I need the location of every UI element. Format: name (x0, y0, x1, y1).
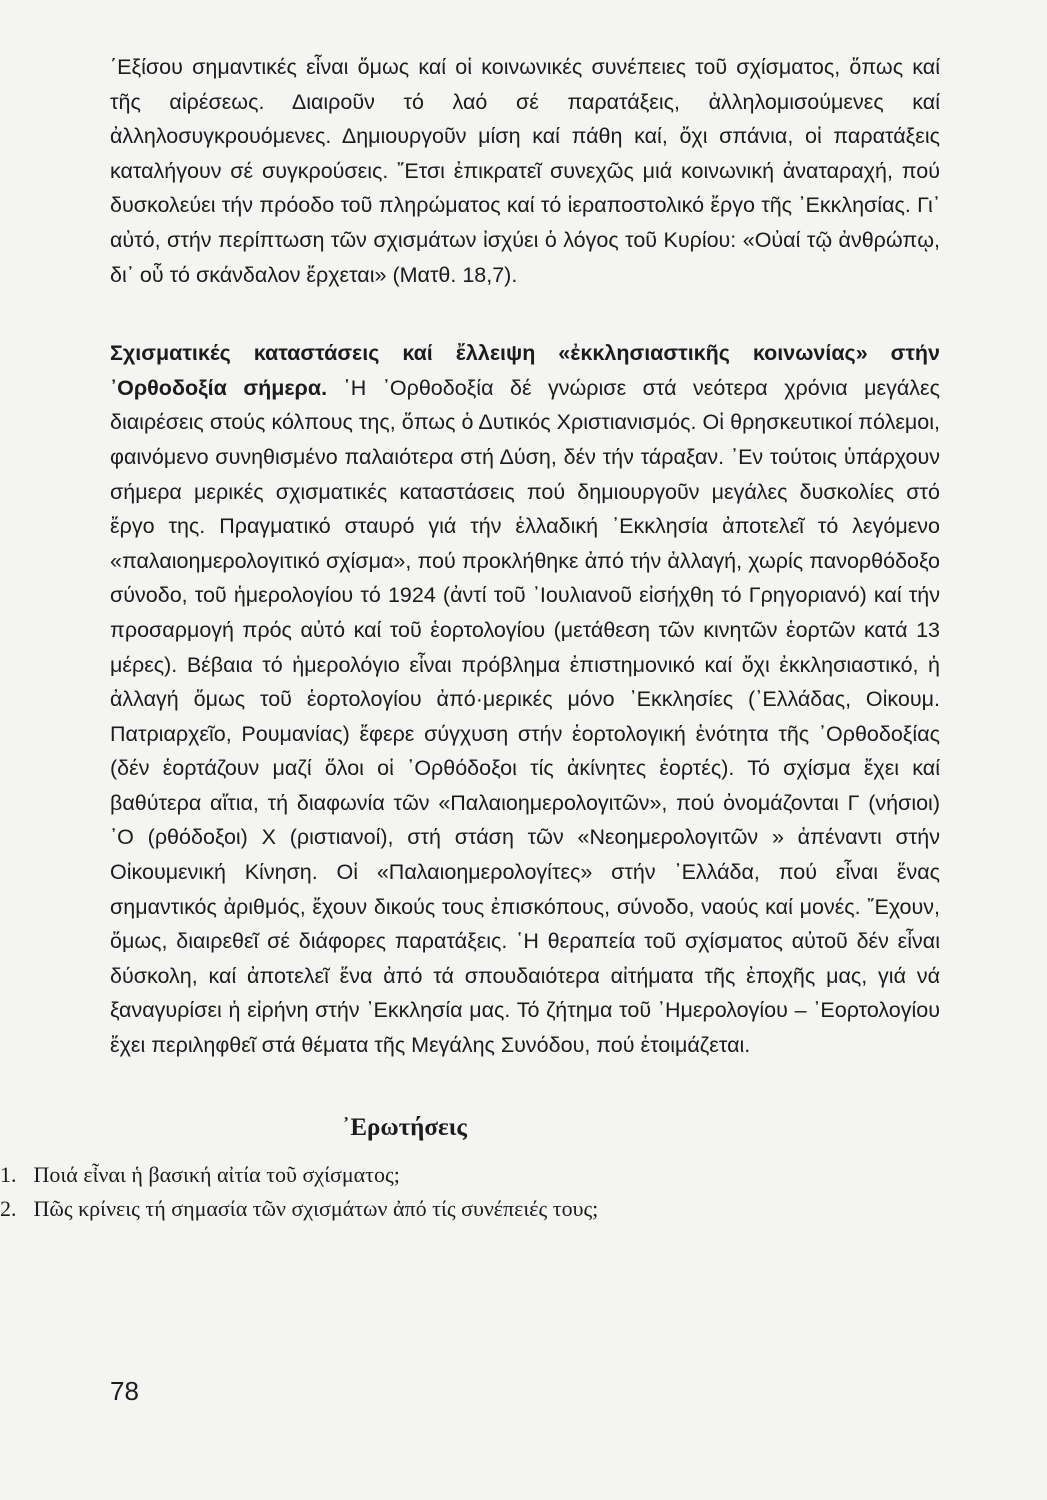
question-item (0, 1158, 598, 1192)
paragraph-text: ῾Η ᾿Ορθοδοξία δέ γνώρισε στά νεότερα χρόνια μεγάλες διαιρέσεις στούς κόλπους της, ὅπως ὁ Δυτικός Χριστιανισμός. Οἱ θρησκευτικοί πόλεμοι, φαινόμενο συνηθισμένο παλαιότερα στή Δύση, δέν τήν τάραξαν. ᾿Εν τούτοις ὑπάρχουν σήμερα μερικές σχισματικές καταστάσεις πού δημιουργοῦν μεγάλες δυσκολίες στό ἔργο της. Πραγματικό σταυρό γιά τήν ἑλλαδική ᾿Εκκλησία ἀποτελεῖ τό λεγόμενο «παλαιοημερολογιτικό σχίσμα», πού προκλήθηκε ἀπό τήν ἀλλαγή, χωρίς πανορθόδοξο σύνοδο, τοῦ ἡμερολογίου τό 1924 (ἀντί τοῦ ᾿Ιουλιανοῦ εἰσήχθη τό Γρηγοριανό) καί τήν προσαρμογή πρός αὐτό καί τοῦ ἑορτολογίου (μετάθεση τῶν κινητῶν ἑορτῶν κατά 13 μέρες). Βέβαια τό ἡμερολόγιο εἶναι πρόβλημα ἐπιστημονικό καί ὄχι ἐκκλησιαστικό, ἡ ἀλλαγή ὅμως τοῦ ἑορτολογίου ἀπό·μερικές μόνο ᾿Εκκλησίες (᾿Ελλάδας, Οἰκουμ. Πατριαρχεῖο, Ρουμανίας) ἔφερε σύγχυση στήν ἑορτολογική ἑνότητα τῆς ᾿Ορθοδοξίας (δέν ἑορτάζουν μαζί ὅλοι οἱ ᾿Ορθόδοξοι τίς ἀκίνητες ἑορτές). Τό σχίσμα ἔχει καί βαθύτερα αἴτια, τή διαφωνία τῶν «Παλαιοημερολογιτῶν», πού ὀνομάζονται Γ (νήσιοι) ᾿Ο (ρθόδοξοι) Χ (ριστιανοί), στή στάση τῶν «Νεοημερολογιτῶν » ἀπέναντι στήν Οἰκουμενική Κίνηση. Οἱ «Παλαιοημερολογίτες» στήν ᾿Ελλάδα, πού εἶναι ἕνας σημαντικός ἀριθμός, ἔχουν δικούς τους ἐπισκόπους, σύνοδο, ναούς καί μονές. ῎Εχουν, ὅμως, διαιρεθεῖ σέ διάφορες παρατάξεις. ῾Η θεραπεία τοῦ σχίσματος αὐτοῦ δέν εἶναι δύσκολη, καί ἀποτελεῖ ἕνα ἀπό τά σπουδαιότερα αἰτήματα τῆς ἐποχῆς μας, γιά νά ξαναγυρίσει ἡ εἰρήνη στήν ᾿Εκκλησία μας. Τό ζήτημα τοῦ ᾿Ημερολογίου – ᾿Εορτολογίου ἔχει περιληφθεῖ στά θέματα τῆς Μεγάλης Συνόδου, πού ἑτοιμάζεται. (110, 375, 940, 1058)
page-body (110, 50, 940, 1063)
questions-list (0, 1158, 598, 1226)
paragraph-social-consequences: ΄Εξίσου σημαντικές εἶναι ὅμως καί οἱ κοινωνικές συνέπειες τοῦ σχίσματος, ὅπως καί τῆς αἱρέσεως. Διαιροῦν τό λαό σέ παρατάξεις, ἀλληλομισούμενες καί ἀλληλοσυγκρουόμενες. Δημιουργοῦν μίση καί πάθη καί, ὄχι σπάνια, οἱ παρατάξεις καταλήγουν σέ συγκρούσεις. ῎Ετσι ἐπικρατεῖ συνεχῶς μιά κοινωνική ἀναταραχή, πού δυσκολεύει τήν πρόοδο τοῦ πληρώματος καί τό ἱεραποστολικό ἔργο τῆς ᾿Εκκλησίας. Γι᾿ αὐτό, στήν περίπτωση τῶν σχισμάτων ἰσχύει ὁ λόγος τοῦ Κυρίου: «Οὐαί τῷ ἀνθρώπῳ, δι᾿ οὗ τό σκάνδαλον ἔρχεται» (Ματθ. 18,7). (110, 55, 940, 287)
question-text: Πῶς κρίνεις τή σημασία τῶν σχισμάτων ἀπό τίς συνέπειές τους; (33, 1196, 599, 1221)
questions-title: ᾿Ερωτήσεις (342, 1114, 467, 1141)
paragraph-schismatic-situations (110, 336, 940, 1062)
page-number: 78 (110, 1376, 139, 1406)
question-number: 2. (0, 1196, 17, 1221)
section-heading: Σχισματικές καταστάσεις καί ἔλλειψη «ἐκκλησιαστικῆς κοινωνίας» στήν ᾿Ορθοδοξία σήμερα. (110, 341, 940, 400)
question-number: 1. (0, 1162, 17, 1187)
question-item (0, 1192, 598, 1226)
question-text: Ποιά εἶναι ἡ βασική αἰτία τοῦ σχίσματος; (33, 1162, 400, 1187)
